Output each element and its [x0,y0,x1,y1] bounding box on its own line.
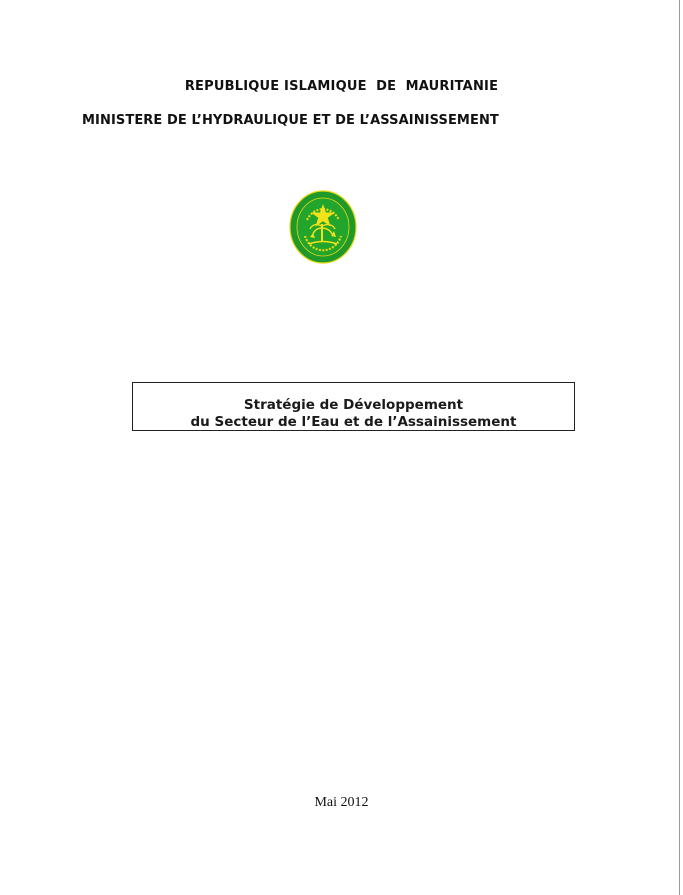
page-edge [679,0,680,895]
republic-heading [0,79,683,94]
republic-heading-text: REPUBLIQUE ISLAMIQUE DE MAURITANIE [184,79,499,94]
ministry-heading: MINISTERE DE L’HYDRAULIQUE ET DE L’ASSAINISSEMENT [82,113,499,128]
mauritania-seal-icon [289,190,357,264]
document-title-line-2: du Secteur de l’Eau et de l’Assainissement [190,414,517,430]
document-title-box [132,382,575,431]
document-date: Mai 2012 [314,795,369,810]
document-title-line-1: Stratégie de Développement [243,397,464,413]
